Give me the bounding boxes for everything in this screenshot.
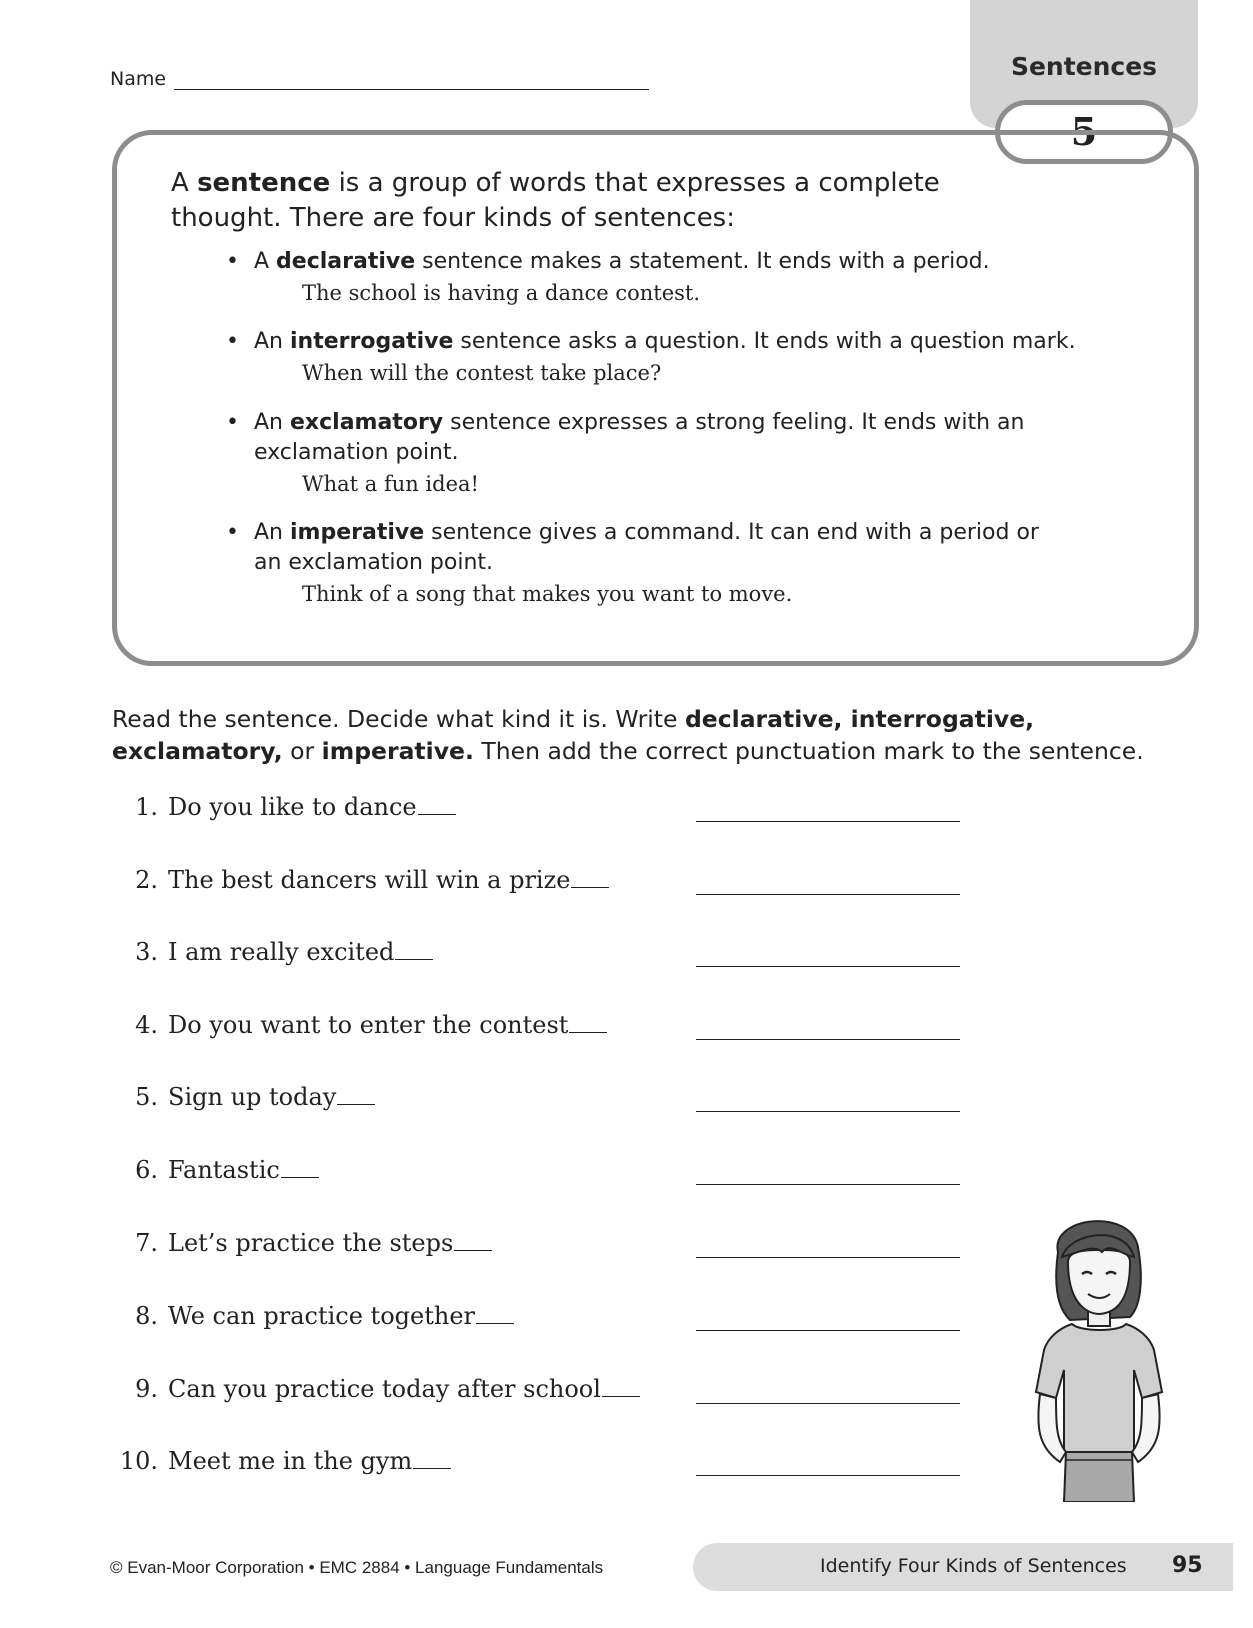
girl-illustration-icon	[1030, 1212, 1170, 1502]
exercise-item: 2. The best dancers will win a prize	[118, 866, 1048, 906]
punctuation-blank[interactable]	[476, 1321, 514, 1324]
exercise-item: 6. Fantastic	[118, 1156, 1048, 1196]
bullet-icon: •	[226, 329, 239, 354]
answer-line[interactable]	[696, 894, 960, 895]
name-label: Name	[110, 68, 167, 90]
answer-line[interactable]	[696, 1039, 960, 1040]
bullet-imperative: • An imperative sentence gives a command. It can end with a period or an exclamation point. Think of a song that makes you want to move.	[226, 518, 1066, 610]
exercise-item: 9. Can you practice today after school	[118, 1375, 1048, 1415]
answer-line[interactable]	[696, 821, 960, 822]
directions: Read the sentence. Decide what kind it is. Write declarative, interrogative, exclamatory, or imperative. Then add the correct punctuation mark to the sentence.	[112, 705, 1144, 765]
copyright: © Evan-Moor Corporation • EMC 2884 • Language Fundamentals	[110, 1558, 604, 1577]
bullet-exclamatory: • An exclamatory sentence expresses a strong feeling. It ends with an exclamation point. What a fun idea!	[226, 408, 1046, 500]
exercise-item: 1. Do you like to dance	[118, 793, 1048, 833]
bullet-declarative: • A declarative sentence makes a statement. It ends with a period. The school is having a dance contest.	[226, 247, 1126, 309]
example-sentence: When will the contest take place?	[302, 361, 662, 385]
punctuation-blank[interactable]	[418, 812, 456, 815]
footer-title: Identify Four Kinds of Sentences	[820, 1555, 1127, 1577]
answer-line[interactable]	[696, 1184, 960, 1185]
punctuation-blank[interactable]	[281, 1175, 319, 1178]
punctuation-blank[interactable]	[337, 1102, 375, 1105]
punctuation-blank[interactable]	[569, 1030, 607, 1033]
answer-line[interactable]	[696, 1330, 960, 1331]
example-sentence: The school is having a dance contest.	[302, 281, 701, 305]
answer-line[interactable]	[696, 1111, 960, 1112]
lesson-number: 5	[995, 100, 1173, 164]
answer-line[interactable]	[696, 1257, 960, 1258]
page-number: 95	[1172, 1553, 1203, 1578]
punctuation-blank[interactable]	[602, 1394, 640, 1397]
exercise-item: 5. Sign up today	[118, 1083, 1048, 1123]
example-sentence: What a fun idea!	[302, 472, 479, 496]
answer-line[interactable]	[696, 1475, 960, 1476]
exercise-item: 10. Meet me in the gym	[118, 1447, 1048, 1487]
answer-line[interactable]	[696, 966, 960, 967]
exercise-item: 4. Do you want to enter the contest	[118, 1011, 1048, 1051]
exercise-item: 3. I am really excited	[118, 938, 1048, 978]
bullet-icon: •	[226, 520, 239, 545]
bullet-icon: •	[226, 410, 239, 435]
punctuation-blank[interactable]	[571, 885, 609, 888]
exercise-item: 7. Let’s practice the steps	[118, 1229, 1048, 1269]
example-sentence: Think of a song that makes you want to move.	[302, 582, 793, 606]
bullet-interrogative: • An interrogative sentence asks a question. It ends with a question mark. When will the contest take place?	[226, 327, 1126, 389]
answer-line[interactable]	[696, 1403, 960, 1404]
term-sentence: sentence	[197, 168, 331, 198]
punctuation-blank[interactable]	[413, 1466, 451, 1469]
name-field	[110, 68, 649, 90]
bullet-icon: •	[226, 249, 239, 274]
lesson-title: Sentences	[1010, 52, 1158, 81]
punctuation-blank[interactable]	[395, 957, 433, 960]
name-line[interactable]	[174, 71, 649, 90]
exercise-item: 8. We can practice together	[118, 1302, 1048, 1342]
rule-intro: A sentence is a group of words that expresses a complete thought. There are four kinds of sentences:	[171, 168, 940, 233]
punctuation-blank[interactable]	[454, 1248, 492, 1251]
